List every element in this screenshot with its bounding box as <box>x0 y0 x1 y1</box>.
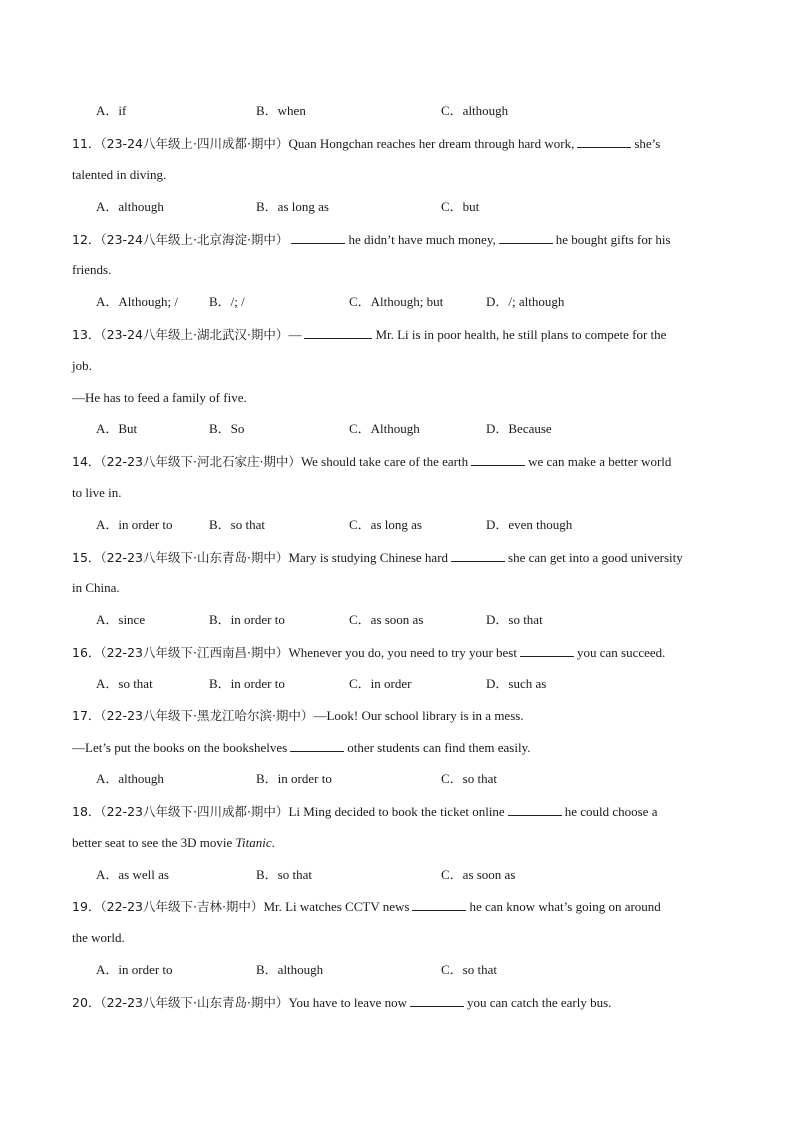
answer-blank <box>451 549 505 562</box>
option-c: C．so that <box>441 962 497 977</box>
option-a: A．since <box>96 612 146 627</box>
option-b: B．as long as <box>256 199 329 214</box>
question-source: 13．（23-24八年级上·湖北武汉·期中） <box>72 327 289 342</box>
q18-stem-line1 <box>72 803 657 820</box>
answer-blank <box>290 739 344 752</box>
q19-stem-line2: the world. <box>72 930 125 945</box>
answer-blank <box>577 135 631 148</box>
answer-blank <box>471 453 525 466</box>
option-a: A．if <box>96 103 127 118</box>
stem-text: Li Ming decided to book the ticket online <box>288 804 505 819</box>
q11-stem-line2: talented in diving. <box>72 167 167 182</box>
option-a: A．so that <box>96 676 153 691</box>
option-d: D．such as <box>486 676 547 691</box>
stem-text: he bought gifts for his <box>555 232 671 247</box>
option-a: A．as well as <box>96 867 169 882</box>
q12-stem-line1 <box>72 231 671 248</box>
question-source: 15．（22-23八年级下·山东青岛·期中） <box>72 550 289 565</box>
stem-text: Mr. Li is in poor health, he still plans to compete for the <box>375 327 667 342</box>
q17-stem-line2 <box>72 739 530 756</box>
option-a: A．although <box>96 771 164 786</box>
question-source: 14．（22-23八年级下·河北石家庄·期中） <box>72 454 301 469</box>
stem-text: you can catch the early bus. <box>467 995 612 1010</box>
q14-stem-line1 <box>72 453 671 470</box>
question-source: 19．（22-23八年级下·吉林·期中） <box>72 899 264 914</box>
stem-text: she’s <box>634 136 661 151</box>
q11-stem-line1 <box>72 135 660 152</box>
option-c: C．as soon as <box>441 867 516 882</box>
option-a: A．in order to <box>96 517 173 532</box>
option-c: C．as long as <box>349 517 422 532</box>
stem-text: he didn’t have much money, <box>348 232 496 247</box>
option-b: B．in order to <box>209 676 285 691</box>
q12-stem-line2: friends. <box>72 262 112 277</box>
option-d: D．/; although <box>486 294 565 309</box>
stem-text: . <box>271 835 275 850</box>
question-source: 16．（22-23八年级下·江西南昌·期中） <box>72 645 289 660</box>
option-a: A．But <box>96 421 138 436</box>
option-b: B．when <box>256 103 306 118</box>
option-c: C．although <box>441 103 509 118</box>
q13-stem-line2: job. <box>72 358 92 373</box>
option-b: B．in order to <box>209 612 285 627</box>
answer-blank <box>291 231 345 244</box>
stem-text: he can know what’s going on around <box>469 899 661 914</box>
option-c: C．so that <box>441 771 497 786</box>
answer-blank <box>499 231 553 244</box>
option-c: C．Although; but <box>349 294 444 309</box>
stem-text: —Look! Our school library is in a mess. <box>313 708 524 723</box>
movie-title: Titanic <box>235 835 272 850</box>
option-c: C．but <box>441 199 480 214</box>
q18-stem-line2 <box>72 835 275 851</box>
q15-stem-line1 <box>72 549 683 566</box>
answer-blank <box>412 898 466 911</box>
option-b: B．although <box>256 962 324 977</box>
question-source: 12．（23-24八年级上·北京海淀·期中） <box>72 232 289 247</box>
q13-stem-line1 <box>72 326 666 343</box>
option-b: B．so that <box>256 867 312 882</box>
q19-stem-line1 <box>72 898 661 915</box>
answer-blank <box>304 326 372 339</box>
q15-stem-line2: in China. <box>72 580 120 595</box>
option-a: A．although <box>96 199 164 214</box>
option-a: A．Although; / <box>96 294 178 309</box>
option-b: B．in order to <box>256 771 332 786</box>
stem-text: Mary is studying Chinese hard <box>288 550 449 565</box>
option-c: C．Although <box>349 421 420 436</box>
option-d: D．so that <box>486 612 543 627</box>
option-b: B．So <box>209 421 245 436</box>
stem-text: better seat to see the 3D movie <box>72 835 233 850</box>
option-b: B．/; / <box>209 294 245 309</box>
stem-text: you can succeed. <box>576 645 666 660</box>
option-d: D．Because <box>486 421 552 436</box>
stem-text: other students can find them easily. <box>347 740 531 755</box>
stem-text: You have to leave now <box>288 995 407 1010</box>
stem-text: he could choose a <box>564 804 658 819</box>
stem-text: — <box>288 327 302 342</box>
stem-text: We should take care of the earth <box>300 454 469 469</box>
option-d: D．even though <box>486 517 573 532</box>
stem-text: we can make a better world <box>528 454 672 469</box>
q17-stem-line1 <box>72 708 524 724</box>
q14-stem-line2: to live in. <box>72 485 122 500</box>
stem-text: —Let’s put the books on the bookshelves <box>72 740 288 755</box>
question-source: 11．（23-24八年级上·四川成都·期中） <box>72 136 289 151</box>
q20-stem-line1 <box>72 994 611 1011</box>
q16-stem-line1 <box>72 644 665 661</box>
answer-blank <box>520 644 574 657</box>
answer-blank <box>508 803 562 816</box>
question-source: 18．（22-23八年级下·四川成都·期中） <box>72 804 289 819</box>
answer-blank <box>410 994 464 1007</box>
option-c: C．as soon as <box>349 612 424 627</box>
option-a: A．in order to <box>96 962 173 977</box>
stem-text: she can get into a good university <box>508 550 683 565</box>
option-b: B．so that <box>209 517 265 532</box>
stem-text: Mr. Li watches CCTV news <box>263 899 410 914</box>
option-c: C．in order <box>349 676 412 691</box>
question-source: 20．（22-23八年级下·山东青岛·期中） <box>72 995 289 1010</box>
stem-text: Quan Hongchan reaches her dream through hard work, <box>288 136 575 151</box>
q13-stem-line3: —He has to feed a family of five. <box>72 390 247 405</box>
question-source: 17．（22-23八年级下·黑龙江哈尔滨·期中） <box>72 708 314 723</box>
stem-text: Whenever you do, you need to try your best <box>288 645 517 660</box>
